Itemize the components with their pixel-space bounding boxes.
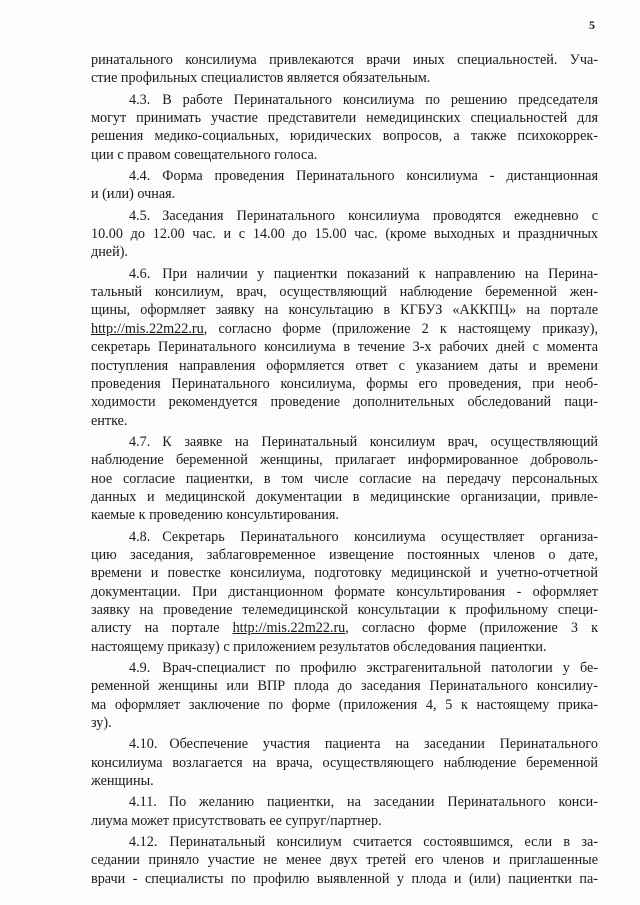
paragraph-number: 4.11. bbox=[129, 794, 157, 811]
text-line-with-link: http://mis.22m22.ru, согласно форме (приложение 2 к настоящему приказу), bbox=[91, 320, 598, 337]
paragraph-4-5 bbox=[91, 207, 598, 262]
text-line: Обеспечение участия пациента на заседании Перинатального bbox=[169, 736, 598, 753]
text-line: женщины. bbox=[91, 773, 154, 790]
text-line: седании приняло участие не менее двух третей его членов и приглашенные bbox=[91, 852, 598, 869]
text-line: ции с правом совещательного голоса. bbox=[91, 146, 318, 163]
document-body bbox=[91, 51, 598, 888]
paragraph-4-11 bbox=[91, 793, 598, 830]
text-line: тальный консилиум, врач, осуществляющий наблюдение беременной жен- bbox=[91, 284, 598, 301]
text-line: В работе Перинатального консилиума по решению председателя bbox=[162, 91, 598, 108]
text-line-with-link: алисту на портале http://mis.22m22.ru, согласно форме (приложение 3 к bbox=[91, 620, 598, 637]
text-line: консилиума возлагается на врача, осуществляющего наблюдение беременной bbox=[91, 754, 598, 771]
paragraph-4-3 bbox=[91, 91, 598, 164]
paragraph-number: 4.10. bbox=[129, 736, 158, 753]
text-line: поступления направления оформляется ответ с указанием даты и времени bbox=[91, 357, 598, 374]
text-line: Врач-специалист по профилю экстрагенитальной патологии у бе- bbox=[162, 660, 598, 676]
text-line: наблюдение беременной женщины, прилагает информированное доброволь- bbox=[91, 452, 598, 469]
text-line: решения медико-социальных, юридических вопросов, а также психокоррек- bbox=[91, 128, 598, 145]
text-line: Секретарь Перинатального консилиума осуществляет организа- bbox=[162, 528, 598, 545]
text-line: проведения Перинатального консилиума, формы его проведения, при необ- bbox=[91, 375, 598, 392]
text-line: времени и повестке консилиума, подготовку медицинской и учетно-отчетной bbox=[91, 565, 598, 582]
portal-link[interactable]: http://mis.22m22.ru bbox=[91, 320, 204, 337]
portal-link[interactable]: http://mis.22m22.ru bbox=[232, 620, 346, 637]
text-line: ма оформляет заключение по форме (приложения 4, 5 к настоящему прика- bbox=[91, 696, 598, 713]
text-line: могут принимать участие представители немедицинских специальностей для bbox=[91, 110, 598, 127]
paragraph-4-6 bbox=[91, 265, 598, 430]
text-line: стие профильных специалистов является обязательным. bbox=[91, 70, 431, 87]
text-line: Форма проведения Перинатального консилиума - дистанционная bbox=[162, 168, 598, 185]
text-line: дней). bbox=[91, 244, 128, 261]
paragraph-4-9 bbox=[91, 659, 598, 732]
text-line: Заседания Перинатального консилиума проводятся ежедневно с bbox=[162, 207, 598, 224]
text-line: ходимости рекомендуется проведение дополнительных обследований паци- bbox=[91, 394, 598, 411]
text-line: ринатального консилиума привлекаются врачи иных специальностей. Уча- bbox=[91, 52, 598, 68]
text-line: данных и медицинской документации в медицинские организации, привле- bbox=[91, 488, 598, 505]
text-line: Перинатальный консилиум считается состоявшимся, если в за- bbox=[169, 834, 598, 851]
text-line: цию заседания, заблаговременное извещение постоянных членов о дате, bbox=[91, 546, 598, 563]
text-line: ентке. bbox=[91, 412, 128, 429]
text-line: По желанию пациентки, на заседании Перинатального конси- bbox=[168, 794, 598, 811]
paragraph-number: 4.8. bbox=[129, 528, 151, 545]
text-line: заявку на проведение телемедицинской консультации к профильному специ- bbox=[91, 601, 598, 618]
paragraph-number: 4.9. bbox=[129, 660, 151, 676]
text-line: секретарь Перинатального консилиума в течение 3-х рабочих дней с момента bbox=[91, 339, 598, 356]
text-line: ное согласие пациентки, в том числе согласие на передачу персональных bbox=[91, 470, 598, 487]
text-line: и (или) очная. bbox=[91, 186, 176, 203]
page-number: 5 bbox=[589, 18, 595, 32]
text-line: ременной женщины или ВПР плода до заседания Перинатального консилиу- bbox=[91, 678, 598, 695]
paragraph-4-12 bbox=[91, 833, 598, 888]
text-line: К заявке на Перинатальный консилиум врач, осуществляющий bbox=[162, 433, 598, 450]
text-line: настоящему приказу) с приложением результатов обследования пациентки. bbox=[91, 638, 547, 655]
text-line: При наличии у пациентки показаний к направлению на Перина- bbox=[162, 265, 598, 282]
text-line: щины, оформляет заявку на консультацию в КГБУЗ «АККПЦ» на портале bbox=[91, 302, 598, 319]
paragraph-number: 4.3. bbox=[129, 91, 151, 108]
text-line: 10.00 до 12.00 час. и с 14.00 до 15.00 час. (кроме выходных и праздничных bbox=[91, 226, 598, 243]
paragraph-number: 4.7. bbox=[129, 433, 151, 450]
paragraph-4-4 bbox=[91, 167, 598, 204]
paragraph-number: 4.12. bbox=[129, 834, 158, 851]
text-line: врачи - специалисты по профилю выявленной у плода и (или) пациентки па- bbox=[91, 870, 598, 887]
text-line: лиума может присутствовать ее супруг/партнер. bbox=[91, 812, 382, 829]
paragraph-number: 4.5. bbox=[129, 207, 151, 224]
paragraph-4-10 bbox=[91, 735, 598, 790]
text-line: документации. При дистанционном формате консультирования - оформляет bbox=[91, 583, 598, 600]
paragraph-4-7 bbox=[91, 433, 598, 525]
text-line: зу). bbox=[91, 715, 112, 732]
paragraph-number: 4.6. bbox=[129, 265, 151, 282]
text-line: каемые к проведению консультирования. bbox=[91, 507, 339, 524]
paragraph-4-8 bbox=[91, 528, 598, 656]
paragraph-number: 4.4. bbox=[129, 168, 151, 185]
paragraph-continuation bbox=[91, 51, 598, 88]
